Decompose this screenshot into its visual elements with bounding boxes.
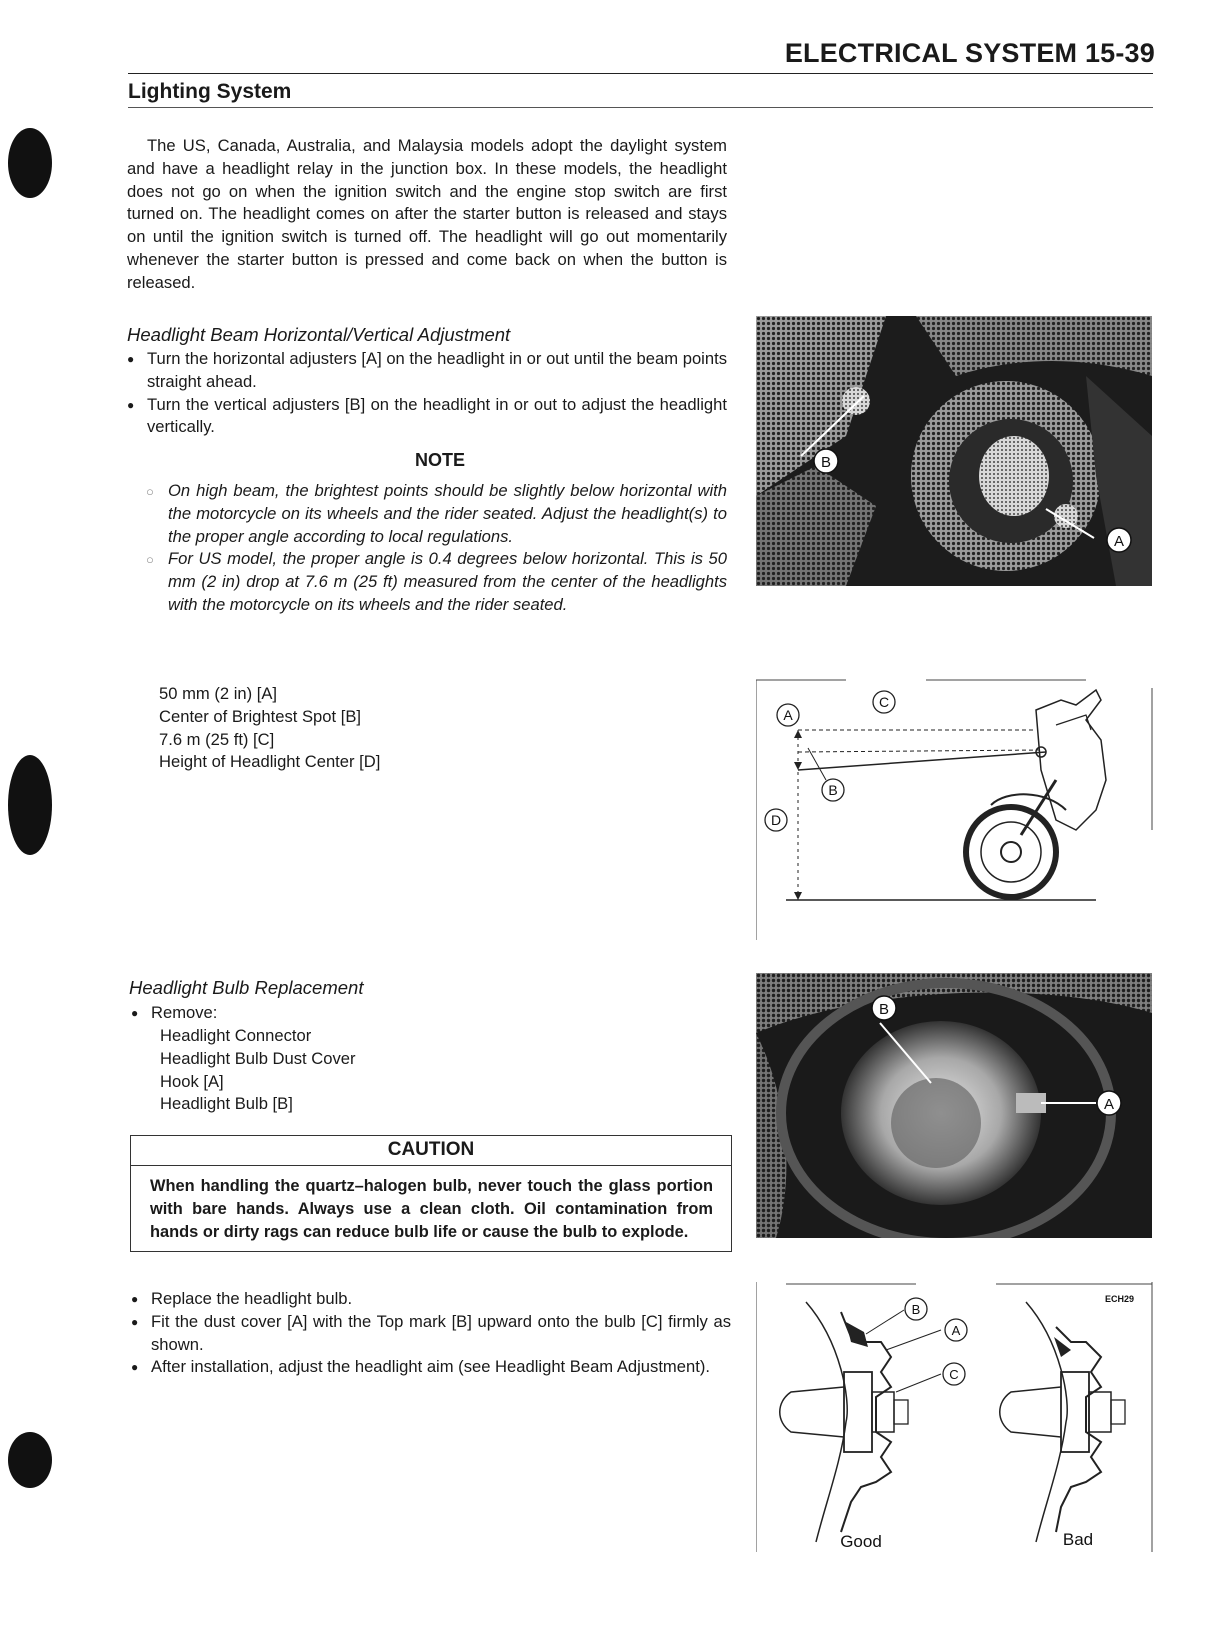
remove-item: Hook [A] [160, 1071, 224, 1091]
legend-item: 50 mm (2 in) [A] [159, 684, 278, 703]
bulb-step: ● Replace the headlight bulb. [131, 1288, 731, 1311]
caption-good: Good [840, 1532, 882, 1551]
diagram1-label-c: C [878, 694, 890, 710]
bulb-step: ● Fit the dust cover [A] with the Top mark [B] upward onto the bulb [C] firmly as shown. [131, 1311, 731, 1357]
diagram1-label-d: D [770, 812, 782, 828]
headlight-bulb-photo [756, 973, 1152, 1238]
bad-assembly [1000, 1302, 1125, 1542]
beam-step: ● Turn the horizontal adjusters [A] on the headlight in or out until the beam points straight ahead. [127, 348, 727, 394]
note-item: ○ On high beam, the brightest points should be slightly below horizontal with the motorcycle on its wheels and the rider seated. Adjust the headlight(s) to the proper angle according to local regulations. [146, 480, 727, 548]
caution-text: When handling the quartz–halogen bulb, never touch the glass portion with bare hands. Always use a clean cloth. Oil contamination from hands or dirty rags can reduce bulb life or cause the bulb to explode. [150, 1177, 713, 1241]
note-item: ○ For US model, the proper angle is 0.4 degrees below horizontal. This is 50 mm (2 in) drop at 7.6 m (25 ft) measured from the center of the headlights with the motorcycle on its wheels and the rider seated. [146, 548, 727, 616]
caption-bad: Bad [1062, 1530, 1094, 1549]
photo2-label-b: B [878, 1001, 890, 1018]
beam-step: ● Turn the vertical adjusters [B] on the headlight in or out to adjust the headlight vertically. [127, 394, 727, 440]
remove-item: Headlight Bulb Dust Cover [160, 1048, 356, 1068]
remove-item: Headlight Connector [160, 1026, 312, 1045]
diagram2-label-c: C [949, 1367, 959, 1382]
note-list [146, 480, 727, 617]
beam-aim-diagram [756, 670, 1156, 950]
diagram1-label-b: B [828, 782, 838, 798]
bulb-steps [131, 1288, 731, 1379]
diagram2-label-a: A [951, 1323, 961, 1338]
note-title: NOTE [414, 450, 465, 470]
legend-item: Height of Headlight Center [D] [159, 752, 381, 772]
remove-label: ● Remove: [131, 1002, 531, 1025]
diagram2-code: ECH29 [1104, 1294, 1134, 1304]
header-rule [128, 73, 1153, 74]
remove-items [160, 1025, 560, 1116]
good-assembly [780, 1298, 967, 1542]
diagram2-label-b: B [911, 1302, 921, 1317]
caution-box [130, 1135, 732, 1252]
punch-hole-top [8, 128, 52, 198]
intro-paragraph: The US, Canada, Australia, and Malaysia models adopt the daylight system and have a headlight relay in the junction box. In these models, the headlight does not go on when the ignition switch and the engine stop switch are first turned on. The headlight comes on after the starter button is released and stays on until the ignition switch is turned off. The headlight will go out momentarily whenever the starter button is pressed and come back on when the button is released. [127, 136, 727, 292]
photo1-label-b: B [820, 454, 832, 471]
section-rule [128, 107, 1153, 108]
legend-item: Center of Brightest Spot [B] [159, 706, 361, 726]
bulb-step: ● After installation, adjust the headlight aim (see Headlight Beam Adjustment). [131, 1356, 731, 1379]
beam-legend [159, 683, 559, 774]
beam-adjustment-title: Headlight Beam Horizontal/Vertical Adjustment [127, 324, 511, 345]
remove-item: Headlight Bulb [B] [160, 1094, 293, 1114]
photo1-label-a: A [1113, 533, 1125, 550]
photo2-label-a: A [1103, 1096, 1115, 1113]
legend-item: 7.6 m (25 ft) [C] [159, 729, 275, 749]
dust-cover-diagram [756, 1282, 1156, 1562]
bulb-replacement-title: Headlight Bulb Replacement [129, 977, 364, 998]
punch-hole-middle [8, 755, 52, 855]
section-title: Lighting System [128, 80, 292, 103]
beam-adjustment-steps [127, 348, 727, 439]
remove-step [131, 1002, 531, 1025]
punch-hole-bottom [8, 1432, 52, 1488]
chapter-title: ELECTRICAL SYSTEM 15-39 [784, 38, 1155, 68]
diagram1-label-a: A [783, 707, 793, 723]
headlight-adjusters-photo [756, 316, 1152, 586]
caution-title: CAUTION [131, 1136, 731, 1166]
